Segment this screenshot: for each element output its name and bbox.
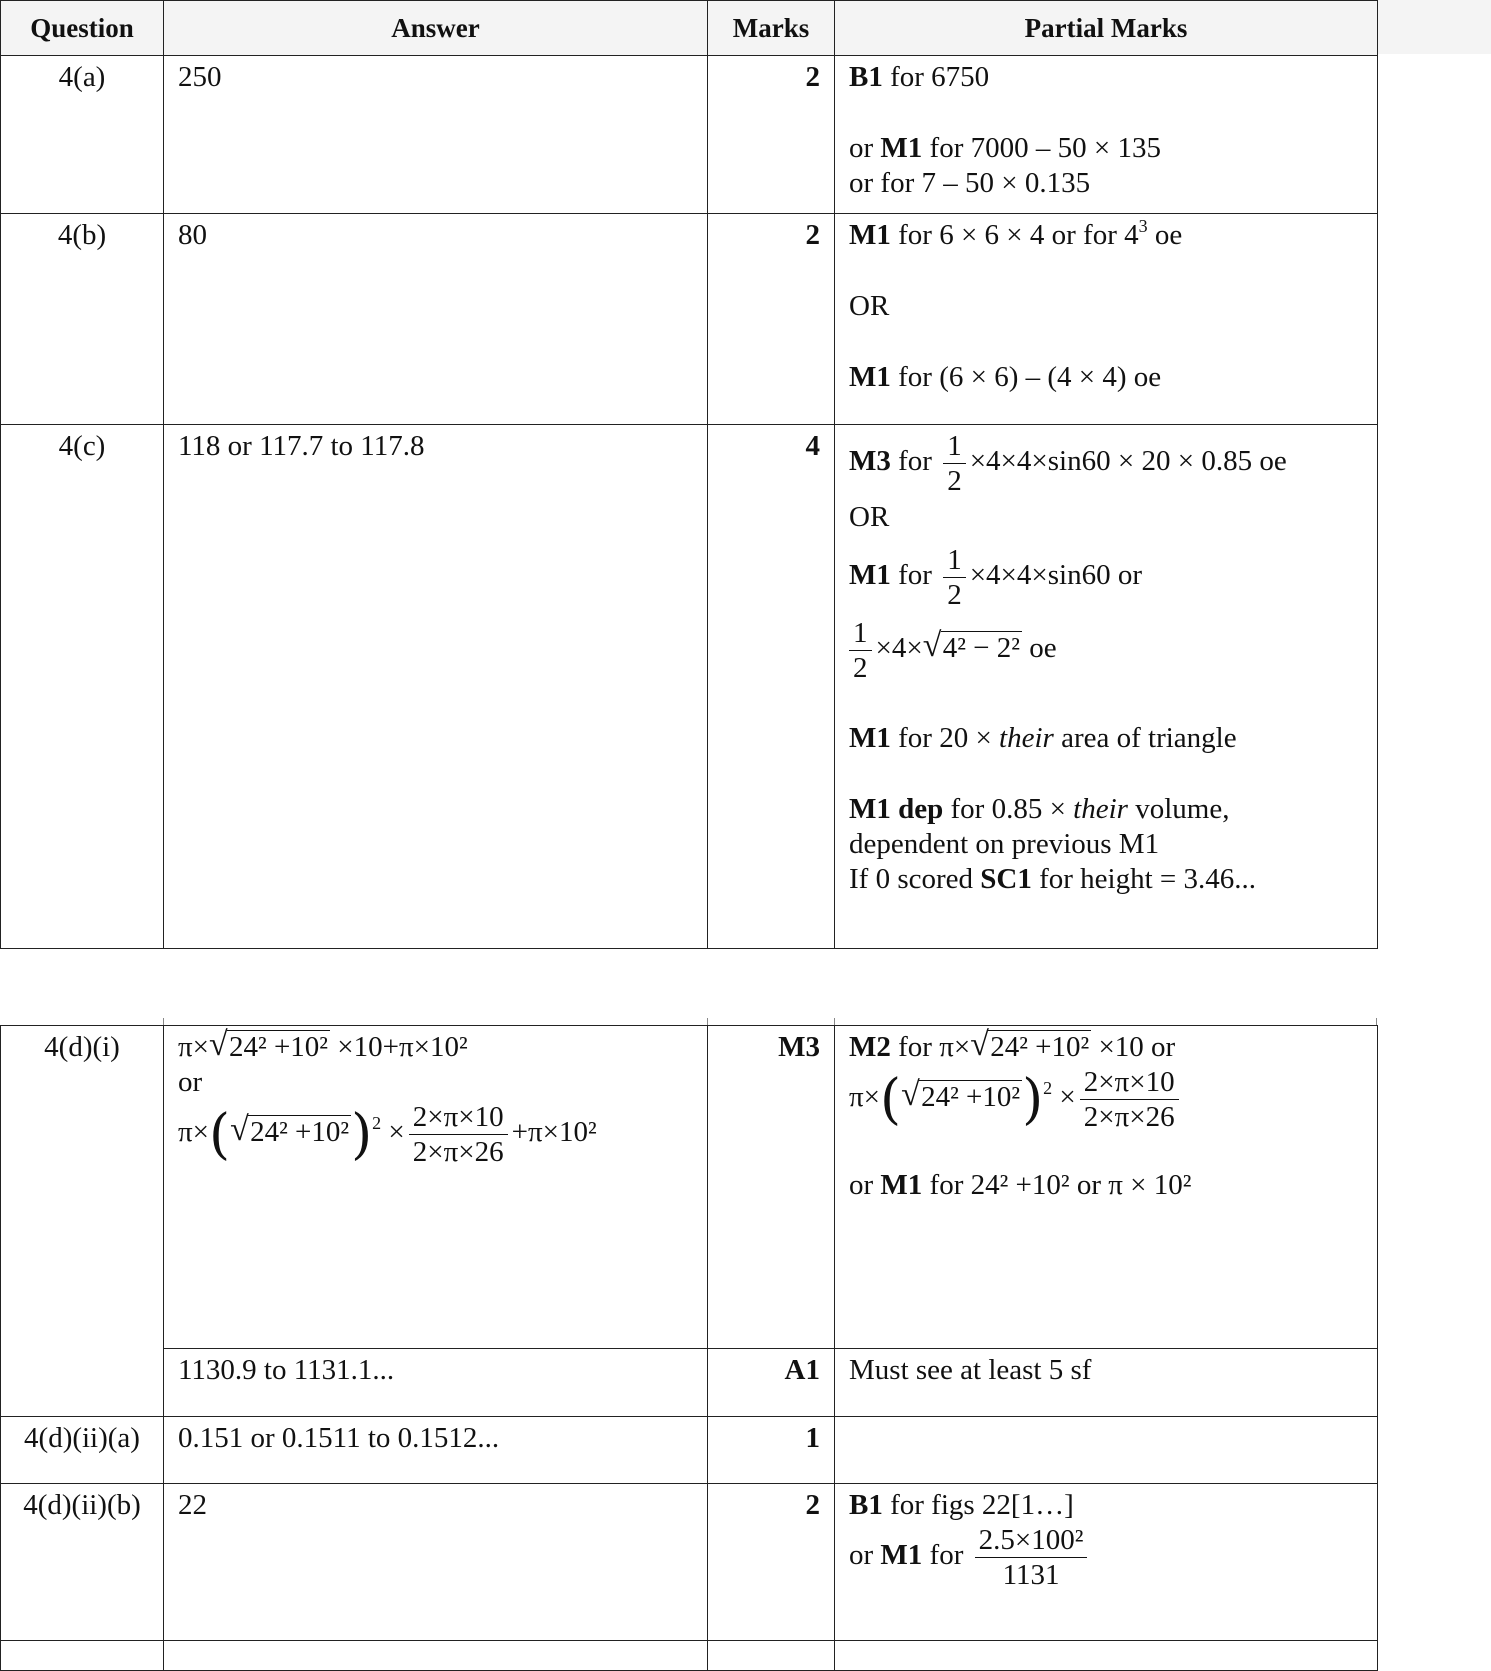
partial-line: M1 dep for 0.85 × their volume, <box>849 793 1230 825</box>
question-number: 4(d)(i) <box>1 1026 164 1417</box>
answer-cell: 250 <box>164 56 708 214</box>
fraction: $\frac{2\times\pi\times 10}{2\times\pi\times 26}$ <box>409 1100 508 1169</box>
partial-line: B1 for figs 22[1…] <box>849 1489 1074 1521</box>
marks-cell: M3 <box>708 1026 835 1349</box>
square-root: √ 4² − 2² <box>922 627 1020 665</box>
partial-line: or for 7 – 50 × 0.135 <box>849 167 1091 199</box>
table-row-4c <box>1 425 1378 949</box>
partial-marks-cell <box>835 425 1378 949</box>
partial-line: M1 for (6 × 6) – (4 × 4) oe <box>849 361 1162 393</box>
answer-cell: 118 or 117.7 to 117.8 <box>164 425 708 949</box>
fraction: $\frac{\text{2.5×100²}}{1131}$ <box>975 1523 1088 1592</box>
header-marks: Marks <box>708 1 835 56</box>
table-row-next <box>1 1641 1378 1671</box>
fraction: $\frac{1}{2}$ <box>849 616 872 685</box>
answer-cell: 22 <box>164 1484 708 1641</box>
question-number: 4(b) <box>1 214 164 425</box>
square-root: √ 24² +10² <box>970 1026 1090 1063</box>
question-number: 4(a) <box>1 56 164 214</box>
marks-cell: 2 <box>708 1484 835 1641</box>
partial-line: or M1 for 24² +10² or π × 10² <box>849 1169 1192 1201</box>
table-row-4d-ii-b <box>1 1484 1378 1641</box>
partial-line: M2 for π× √ 24² +10² ×10 or <box>849 1026 1176 1063</box>
partial-line: dependent on previous M1 <box>849 828 1160 860</box>
answer-line: π×( √ 24² +10²)$^2$ × $\frac{2\times\pi\times 10}{2\times\pi\times 26}$ +π×10² <box>178 1101 597 1168</box>
header-row <box>1 1 1378 56</box>
square-root: √ 24² +10² <box>230 1111 350 1149</box>
answer-cell: 80 <box>164 214 708 425</box>
header-question: Question <box>1 1 164 56</box>
table-row-4d-i-a1 <box>1 1349 1378 1417</box>
header-answer: Answer <box>164 1 708 56</box>
partial-line: M1 for 6 × 6 × 4 or for $4^3$ oe <box>849 216 1183 251</box>
partial-line: M1 for $\frac{1}{2}$ ×4×4×sin60 or <box>849 544 1143 611</box>
partial-line: If 0 scored SC1 for height = 3.46... <box>849 863 1256 895</box>
partial-line: or M1 for $\frac{\text{2.5×100²}}{1131}$ <box>849 1523 1377 1592</box>
table-row-4d-i <box>1 1026 1378 1349</box>
partial-line: OR <box>849 290 890 322</box>
table-row-4b <box>1 214 1378 425</box>
square-root: √ 24² +10² <box>901 1076 1021 1114</box>
answer-line: or <box>178 1066 203 1098</box>
marks-cell: 2 <box>708 214 835 425</box>
fraction: $\frac{1}{2}$ <box>943 543 966 612</box>
question-number: 4(d)(ii)(a) <box>1 1417 164 1484</box>
partial-marks-cell <box>835 1417 1378 1484</box>
question-number: 4(c) <box>1 425 164 949</box>
marks-cell: A1 <box>708 1349 835 1417</box>
header-filler <box>1377 0 1491 54</box>
partial-line: $\frac{1}{2}$ ×4× √ 4² − 2² oe <box>849 616 1377 685</box>
header-partial-marks: Partial Marks <box>835 1 1378 56</box>
answer-cell: 0.151 or 0.1511 to 0.1512... <box>164 1417 708 1484</box>
marks-cell: 2 <box>708 56 835 214</box>
square-root: √ 24² +10² <box>209 1026 328 1063</box>
partial-marks-cell <box>835 1484 1378 1641</box>
answer-cell <box>164 1026 708 1349</box>
fraction: $\frac{2\times\pi\times 10}{2\times\pi\times 26}$ <box>1080 1065 1179 1134</box>
marks-cell: 1 <box>708 1417 835 1484</box>
partial-marks-cell: Must see at least 5 sf <box>835 1349 1378 1417</box>
partial-line: M1 for 20 × their area of triangle <box>849 722 1237 754</box>
table-row-4d-ii-a <box>1 1417 1378 1484</box>
partial-marks-cell <box>835 56 1378 214</box>
partial-line: π×( √ 24² +10²)$^2$ × $\frac{2\times\pi\times 10}{2\times\pi\times 26}$ <box>849 1065 1377 1134</box>
answer-line: π× √ 24² +10² ×10+π×10² <box>178 1026 468 1063</box>
markscheme-table-2 <box>0 1025 1378 1671</box>
partial-line: OR <box>849 501 890 533</box>
partial-marks-cell <box>835 1026 1378 1349</box>
marks-cell: 4 <box>708 425 835 949</box>
fraction: $\frac{1}{2}$ <box>943 429 966 498</box>
answer-cell: 1130.9 to 1131.1... <box>164 1349 708 1417</box>
partial-marks-cell <box>835 214 1378 425</box>
partial-line: B1 for 6750 <box>849 61 990 93</box>
table-row-4a <box>1 56 1378 214</box>
question-number: 4(d)(ii)(b) <box>1 1484 164 1641</box>
partial-line: or M1 for 7000 – 50 × 135 <box>849 132 1161 164</box>
partial-line: M3 for $\frac{1}{2}$ ×4×4×sin60 × 20 × 0.85 oe <box>849 430 1287 497</box>
